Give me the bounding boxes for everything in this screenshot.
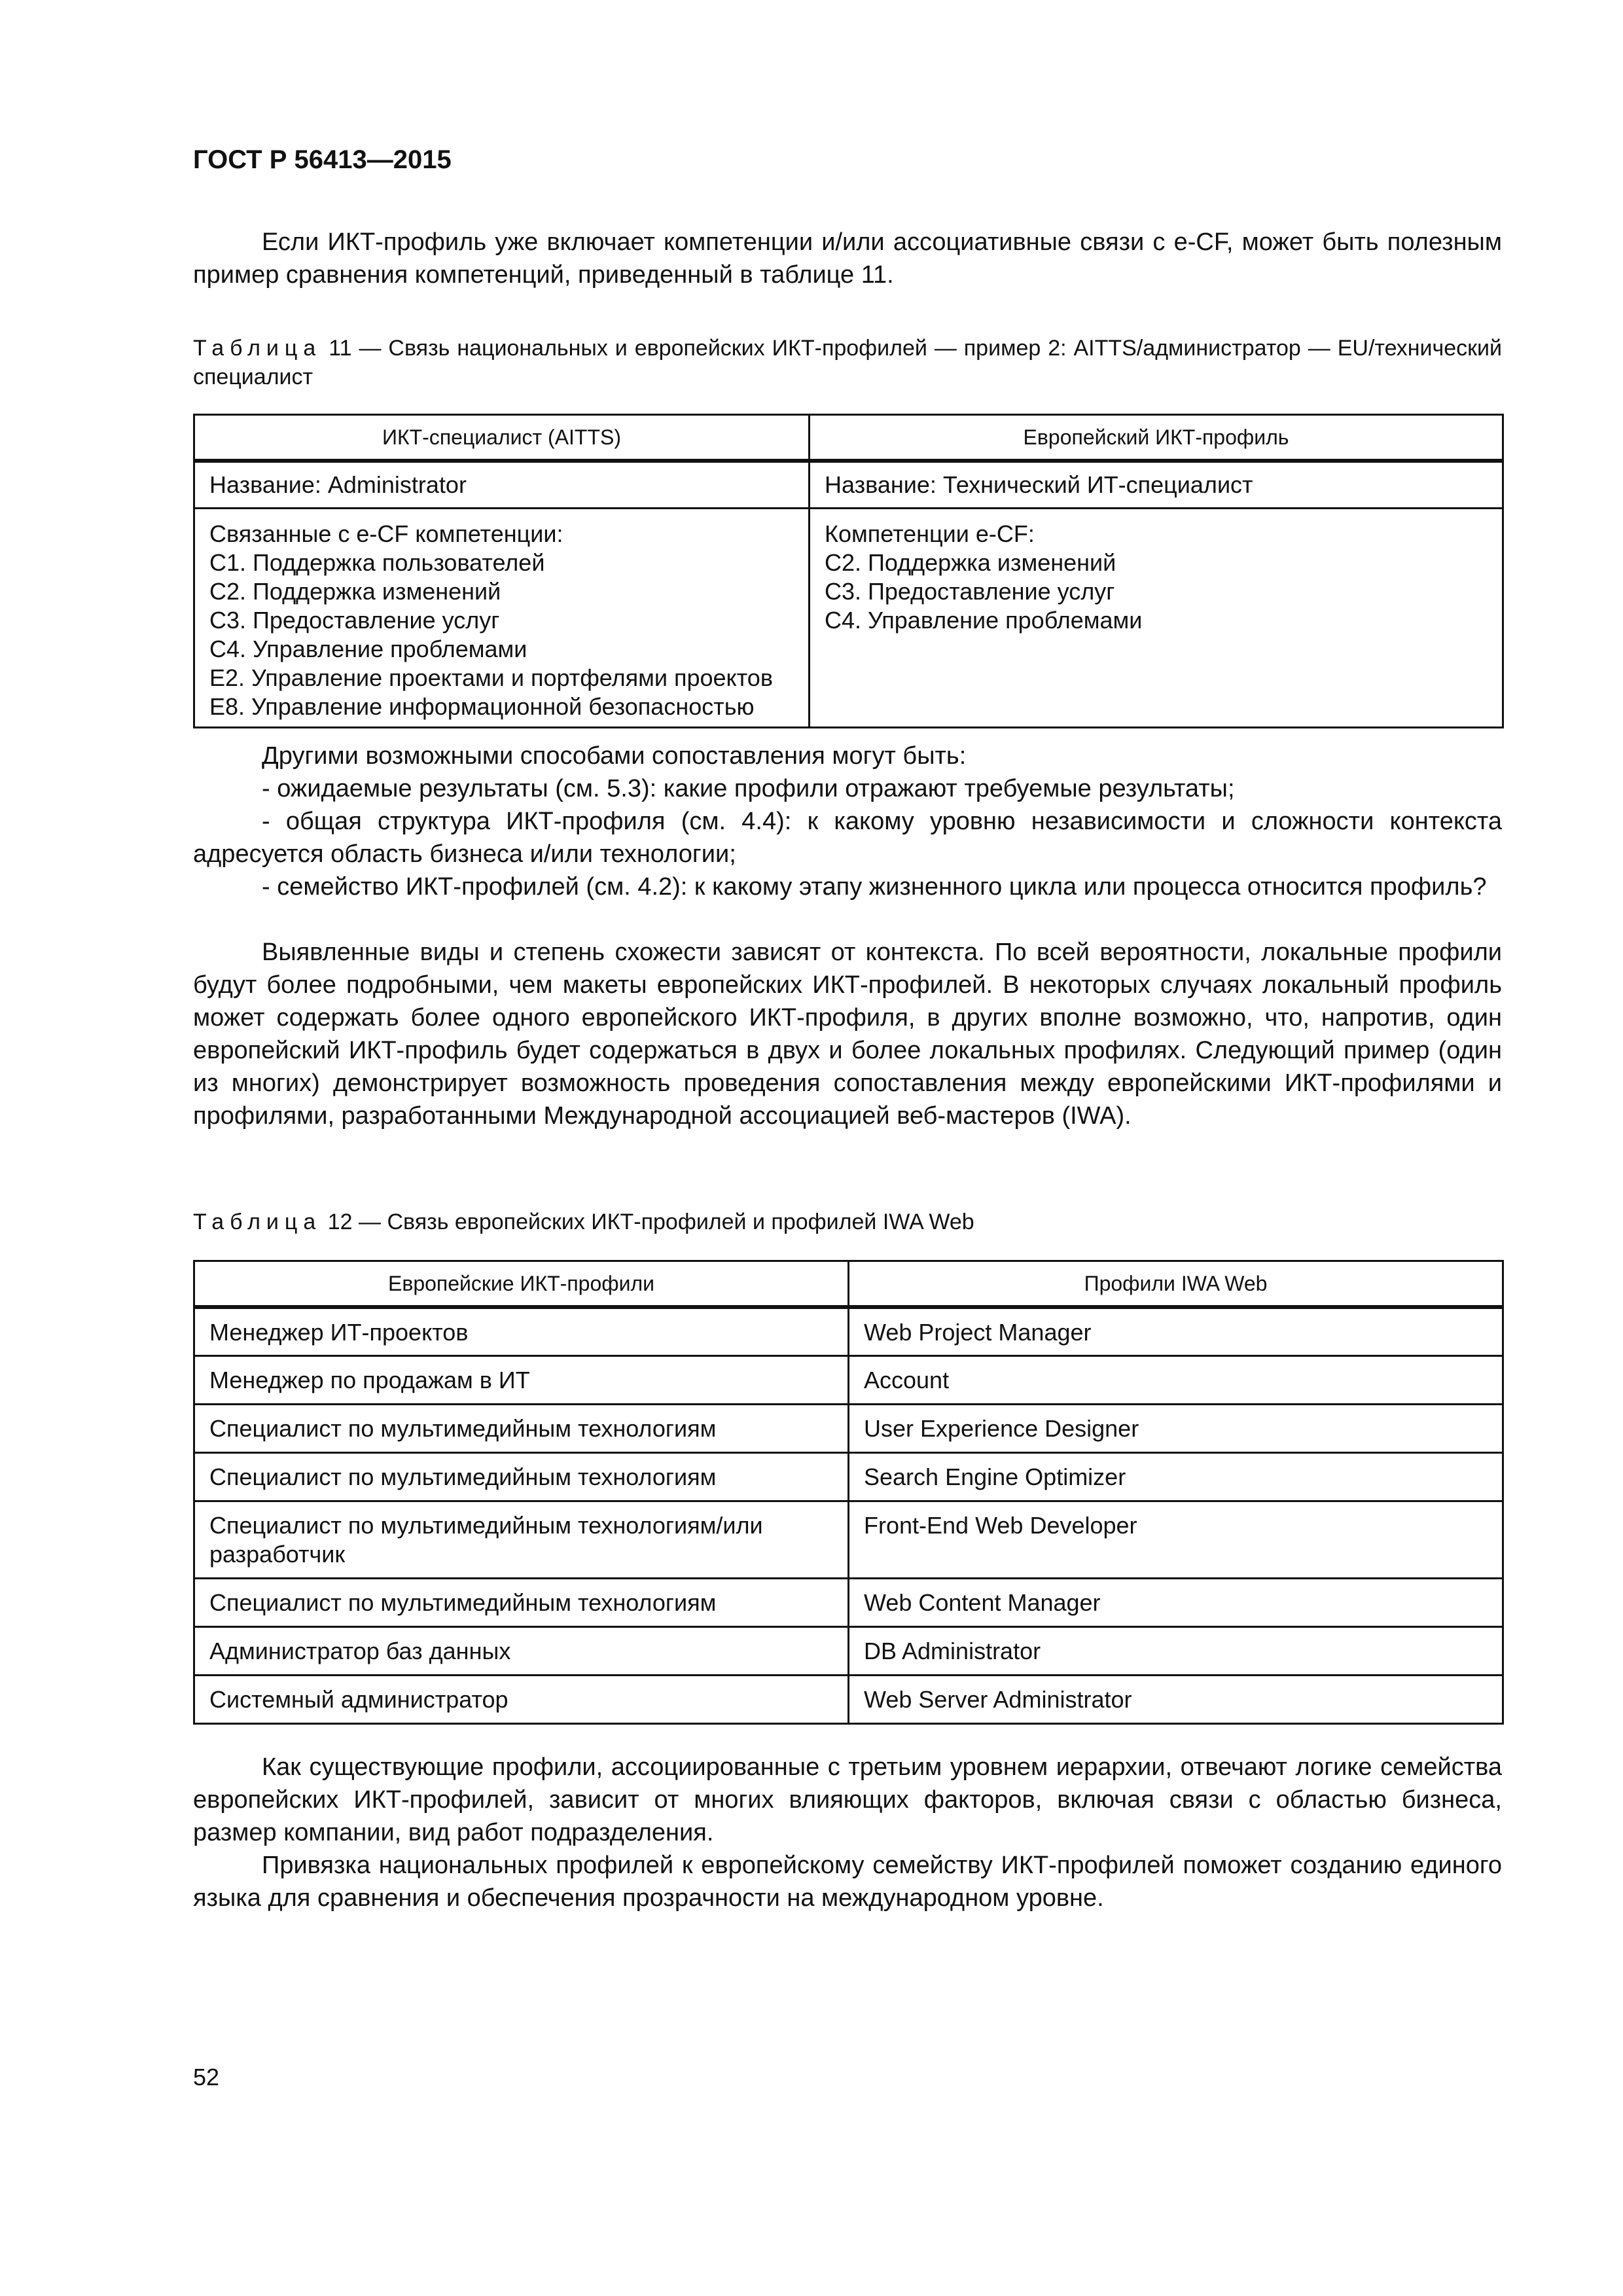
table12-cell: Менеджер по продажам в ИТ <box>194 1355 849 1404</box>
table12-cell: Менеджер ИТ-проектов <box>194 1307 849 1355</box>
table12-caption <box>193 1208 1502 1236</box>
table11-cell-line: C1. Поддержка пользователей <box>209 549 545 576</box>
table12-cell: Специалист по мультимедийным технологиям <box>194 1404 849 1452</box>
body-paragraph: Выявленные виды и степень схожести зависят от контекста. По всей вероятности, локальные профили будут более подробными, чем макеты европейских ИКТ-профилей. В некоторых случаях локальный профиль может содержать более одного европейского ИКТ-профиля, в других вполне возможно, что, напротив, один европейский ИКТ-профиль будет содержаться в двух и более локальных профилях. Следующий пример (один из многих) демонстрирует возможность проведения сопоставления между европейскими ИКТ-профилями и профилями, разработанными Международной ассоциацией веб-мастеров (IWA). <box>193 939 1502 1130</box>
table11-header-row <box>194 415 1503 461</box>
table12-cell: Web Project Manager <box>849 1307 1503 1355</box>
table11 <box>193 414 1504 728</box>
table12-cell: Account <box>849 1355 1503 1404</box>
table12-header-cell: Профили IWA Web <box>849 1261 1503 1308</box>
table11-caption-word: Таблица <box>193 336 322 361</box>
table12-caption-word: Таблица <box>193 1210 322 1234</box>
table12-row <box>194 1355 1503 1404</box>
table12-cell: Специалист по мультимедийным технологиям <box>194 1578 849 1626</box>
table11-cell-line: Связанные с e-CF компетенции: <box>209 520 563 547</box>
table11-header-cell: Европейский ИКТ-профиль <box>810 415 1503 461</box>
table11-cell <box>194 461 810 509</box>
body-paragraph: Как существующие профили, ассоциированные с третьим уровнем иерархии, отвечают логике семейства европейских ИКТ-профилей, зависит от многих влияющих факторов, включая связи с областью бизнеса, размер компании, вид работ подразделения. <box>193 1753 1502 1846</box>
table12-header-row <box>194 1261 1503 1308</box>
table12-cell: Web Content Manager <box>849 1578 1503 1626</box>
table11-cell <box>810 509 1503 728</box>
table11-cell-line: C2. Поддержка изменений <box>825 549 1116 576</box>
table11-header-cell: ИКТ-специалист (AITTS) <box>194 415 810 461</box>
table12-cell: Специалист по мультимедийным технологиям/или разработчик <box>194 1501 849 1578</box>
list-item: - общая структура ИКТ-профиля (см. 4.4): к какому уровню независимости и сложности контекста адресуется область бизнеса и/или технологии; <box>193 808 1502 868</box>
intro-paragraph: Если ИКТ-профиль уже включает компетенции и/или ассоциативные связи с e-CF, может быть полезным пример сравнения компетенций, приведенный в таблице 11. <box>193 228 1502 289</box>
table12-row <box>194 1452 1503 1501</box>
table11-cell <box>194 509 810 728</box>
table12-cell: Специалист по мультимедийным технологиям <box>194 1452 849 1501</box>
table12-row <box>194 1404 1503 1452</box>
table12-cell: Search Engine Optimizer <box>849 1452 1503 1501</box>
table11-cell-line: Название: Administrator <box>209 471 467 498</box>
table12-cell: User Experience Designer <box>849 1404 1503 1452</box>
table11-cell-line: C4. Управление проблемами <box>825 607 1143 634</box>
table12-row <box>194 1578 1503 1626</box>
document-header: ГОСТ Р 56413—2015 <box>193 145 452 174</box>
table12 <box>193 1260 1504 1725</box>
table11-cell-line: Компетенции e-CF: <box>825 520 1035 547</box>
table11-cell-line: E2. Управление проектами и портфелями проектов <box>209 664 773 691</box>
table12-header-cell: Европейские ИКТ-профили <box>194 1261 849 1308</box>
table11-cell-line: C4. Управление проблемами <box>209 636 527 662</box>
list-item: - семейство ИКТ-профилей (см. 4.2): к какому этапу жизненного цикла или процесса относится профиль? <box>262 873 1487 901</box>
table12-caption-text: 12 — Связь европейских ИКТ-профилей и профилей IWA Web <box>321 1210 974 1234</box>
page-number: 52 <box>193 2064 220 2090</box>
table12-cell: Front-End Web Developer <box>849 1501 1503 1578</box>
table11-cell-line: C3. Предоставление услуг <box>825 578 1115 605</box>
table12-row <box>194 1307 1503 1355</box>
table11-caption-text: 11 — Связь национальных и европейских ИКТ-профилей — пример 2: AITTS/администратор — EU/технический специалист <box>193 336 1502 389</box>
table12-cell: Администратор баз данных <box>194 1626 849 1675</box>
table12-row <box>194 1501 1503 1578</box>
table11-cell-line: C3. Предоставление услуг <box>209 607 500 634</box>
list-item: - ожидаемые результаты (см. 5.3): какие профили отражают требуемые результаты; <box>262 775 1235 802</box>
table11-cell-line: E8. Управление информационной безопасностью <box>209 693 755 720</box>
table11-cell-line: Название: Технический ИТ-специалист <box>825 471 1253 498</box>
table11-row <box>194 509 1503 728</box>
table11-caption <box>193 334 1502 391</box>
table11-row <box>194 461 1503 509</box>
table11-cell <box>810 461 1503 509</box>
table12-row <box>194 1675 1503 1723</box>
table12-cell: Web Server Administrator <box>849 1675 1503 1723</box>
body-paragraph: Другими возможными способами сопоставления могут быть: <box>262 742 967 770</box>
table12-row <box>194 1626 1503 1675</box>
table11-cell-line: C2. Поддержка изменений <box>209 578 501 605</box>
table12-cell: Системный администратор <box>194 1675 849 1723</box>
table12-cell: DB Administrator <box>849 1626 1503 1675</box>
body-paragraph: Привязка национальных профилей к европейскому семейству ИКТ-профилей поможет созданию единого языка для сравнения и обеспечения прозрачности на международном уровне. <box>193 1852 1502 1912</box>
